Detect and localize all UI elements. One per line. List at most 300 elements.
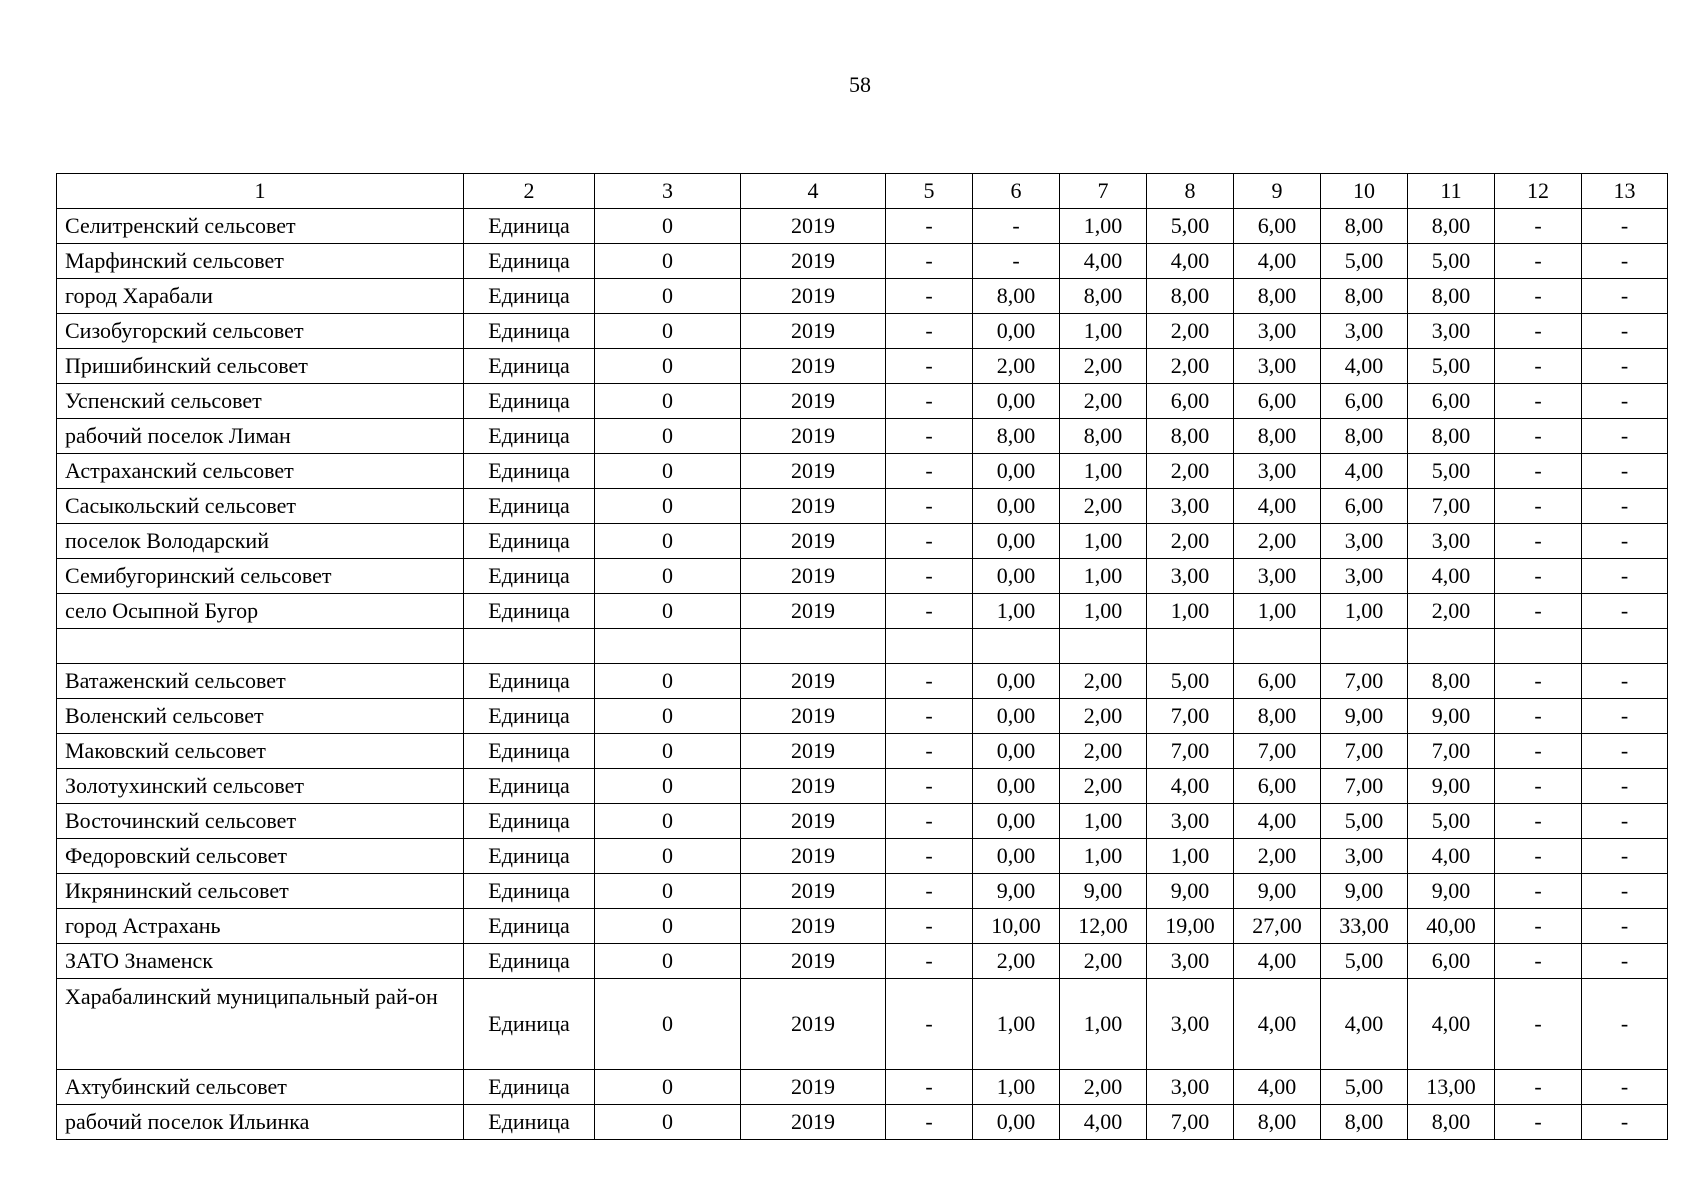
table-row [57, 909, 1668, 944]
value-cell: 4,00 [1234, 804, 1321, 839]
table-row [57, 769, 1668, 804]
value-cell: 4,00 [1234, 489, 1321, 524]
value-cell: 4,00 [1234, 944, 1321, 979]
value-cell: 3,00 [1234, 454, 1321, 489]
value-cell: 5,00 [1147, 664, 1234, 699]
value-cell: 4,00 [1147, 769, 1234, 804]
value-cell: 7,00 [1147, 734, 1234, 769]
value-cell: 8,00 [1234, 699, 1321, 734]
value-cell: 4,00 [1060, 244, 1147, 279]
value-cell: 1,00 [1060, 559, 1147, 594]
value-cell: 2,00 [973, 944, 1060, 979]
table-row [57, 349, 1668, 384]
column-number-cell: 2 [464, 174, 595, 209]
year-cell: 2019 [741, 1070, 886, 1105]
value-cell: - [886, 979, 973, 1070]
base-cell: 0 [595, 1105, 741, 1140]
value-cell: 9,00 [1321, 874, 1408, 909]
value-cell: - [886, 314, 973, 349]
value-cell: - [1582, 664, 1668, 699]
municipality-name-cell: поселок Володарский [57, 524, 464, 559]
value-cell: 1,00 [973, 1070, 1060, 1105]
value-cell: 8,00 [973, 419, 1060, 454]
value-cell: - [886, 1105, 973, 1140]
value-cell: 4,00 [1321, 454, 1408, 489]
column-number-cell: 13 [1582, 174, 1668, 209]
year-cell: 2019 [741, 664, 886, 699]
value-cell: - [1582, 349, 1668, 384]
column-number-cell: 1 [57, 174, 464, 209]
unit-cell: Единица [464, 559, 595, 594]
value-cell [973, 629, 1060, 664]
value-cell: 8,00 [1060, 419, 1147, 454]
value-cell: 5,00 [1321, 1070, 1408, 1105]
value-cell [1408, 629, 1495, 664]
value-cell: 1,00 [1060, 804, 1147, 839]
unit-cell: Единица [464, 594, 595, 629]
value-cell: 4,00 [1234, 1070, 1321, 1105]
value-cell: 2,00 [1060, 349, 1147, 384]
value-cell: 8,00 [1321, 209, 1408, 244]
value-cell: 1,00 [973, 594, 1060, 629]
municipality-name-cell: Селитренский сельсовет [57, 209, 464, 244]
value-cell: 2,00 [1060, 944, 1147, 979]
value-cell: 0,00 [973, 524, 1060, 559]
base-cell: 0 [595, 839, 741, 874]
value-cell: 7,00 [1321, 664, 1408, 699]
year-cell: 2019 [741, 384, 886, 419]
base-cell: 0 [595, 209, 741, 244]
value-cell: 4,00 [1408, 559, 1495, 594]
column-number-cell: 3 [595, 174, 741, 209]
value-cell: - [1582, 279, 1668, 314]
value-cell: 8,00 [1147, 279, 1234, 314]
unit-cell: Единица [464, 979, 595, 1070]
value-cell: - [886, 944, 973, 979]
municipality-name-cell: Сасыкольский сельсовет [57, 489, 464, 524]
value-cell: 5,00 [1408, 804, 1495, 839]
value-cell: 9,00 [1408, 874, 1495, 909]
base-cell: 0 [595, 384, 741, 419]
base-cell: 0 [595, 909, 741, 944]
table-row [57, 1070, 1668, 1105]
value-cell: 0,00 [973, 454, 1060, 489]
value-cell: - [1582, 524, 1668, 559]
value-cell: - [1582, 489, 1668, 524]
year-cell: 2019 [741, 314, 886, 349]
value-cell: 4,00 [1408, 979, 1495, 1070]
value-cell: 1,00 [1060, 839, 1147, 874]
value-cell: - [1495, 839, 1582, 874]
unit-cell: Единица [464, 1070, 595, 1105]
unit-cell: Единица [464, 244, 595, 279]
value-cell: 13,00 [1408, 1070, 1495, 1105]
table-row [57, 279, 1668, 314]
unit-cell: Единица [464, 699, 595, 734]
value-cell: - [886, 524, 973, 559]
page-number: 58 [849, 72, 871, 97]
value-cell: 4,00 [1321, 979, 1408, 1070]
municipality-name-cell: Пришибинский сельсовет [57, 349, 464, 384]
unit-cell: Единица [464, 384, 595, 419]
value-cell: 9,00 [1408, 769, 1495, 804]
value-cell: - [1495, 489, 1582, 524]
value-cell: - [1495, 244, 1582, 279]
value-cell: 0,00 [973, 559, 1060, 594]
value-cell: 0,00 [973, 839, 1060, 874]
value-cell: 3,00 [1147, 1070, 1234, 1105]
value-cell: - [1495, 909, 1582, 944]
column-number-cell: 9 [1234, 174, 1321, 209]
value-cell: - [886, 489, 973, 524]
base-cell: 0 [595, 874, 741, 909]
value-cell: 12,00 [1060, 909, 1147, 944]
value-cell: 1,00 [1060, 209, 1147, 244]
value-cell: - [1582, 699, 1668, 734]
unit-cell: Единица [464, 349, 595, 384]
value-cell: - [1495, 419, 1582, 454]
value-cell: - [1495, 769, 1582, 804]
value-cell: 2,00 [1147, 454, 1234, 489]
base-cell: 0 [595, 664, 741, 699]
year-cell: 2019 [741, 209, 886, 244]
municipality-name-cell: Восточинский сельсовет [57, 804, 464, 839]
base-cell: 0 [595, 1070, 741, 1105]
value-cell: 9,00 [1147, 874, 1234, 909]
value-cell: 5,00 [1408, 244, 1495, 279]
value-cell: 3,00 [1321, 559, 1408, 594]
value-cell: 0,00 [973, 804, 1060, 839]
value-cell: - [886, 699, 973, 734]
year-cell: 2019 [741, 559, 886, 594]
value-cell: 5,00 [1321, 944, 1408, 979]
municipality-name-cell: село Осыпной Бугор [57, 594, 464, 629]
value-cell: 8,00 [1321, 279, 1408, 314]
value-cell: 2,00 [1147, 349, 1234, 384]
value-cell: 9,00 [1060, 874, 1147, 909]
value-cell: - [1582, 769, 1668, 804]
year-cell: 2019 [741, 804, 886, 839]
year-cell [741, 629, 886, 664]
indicator-table [56, 173, 1668, 1140]
value-cell: 3,00 [1234, 349, 1321, 384]
value-cell: 1,00 [1060, 454, 1147, 489]
base-cell: 0 [595, 244, 741, 279]
table-row [57, 524, 1668, 559]
value-cell: 6,00 [1234, 664, 1321, 699]
unit-cell: Единица [464, 664, 595, 699]
base-cell: 0 [595, 349, 741, 384]
value-cell: - [1582, 419, 1668, 454]
value-cell: 2,00 [1060, 769, 1147, 804]
value-cell: - [886, 454, 973, 489]
value-cell: 6,00 [1321, 384, 1408, 419]
value-cell: 1,00 [1321, 594, 1408, 629]
value-cell: - [886, 664, 973, 699]
value-cell: - [886, 1070, 973, 1105]
unit-cell: Единица [464, 279, 595, 314]
value-cell: 8,00 [1234, 279, 1321, 314]
value-cell: - [1495, 874, 1582, 909]
value-cell: 6,00 [1147, 384, 1234, 419]
municipality-name-cell: Федоровский сельсовет [57, 839, 464, 874]
value-cell: - [886, 769, 973, 804]
value-cell: 2,00 [1234, 839, 1321, 874]
base-cell: 0 [595, 279, 741, 314]
column-number-cell: 8 [1147, 174, 1234, 209]
value-cell: 1,00 [1060, 979, 1147, 1070]
year-cell: 2019 [741, 419, 886, 454]
value-cell: 6,00 [1321, 489, 1408, 524]
municipality-name-cell: Маковский сельсовет [57, 734, 464, 769]
base-cell: 0 [595, 699, 741, 734]
value-cell [1147, 629, 1234, 664]
municipality-name-cell [57, 629, 464, 664]
value-cell: - [1495, 314, 1582, 349]
value-cell: - [886, 874, 973, 909]
value-cell: - [1495, 1105, 1582, 1140]
year-cell: 2019 [741, 524, 886, 559]
value-cell: - [1495, 559, 1582, 594]
value-cell: 7,00 [1321, 734, 1408, 769]
base-cell: 0 [595, 524, 741, 559]
year-cell: 2019 [741, 734, 886, 769]
unit-cell: Единица [464, 1105, 595, 1140]
unit-cell: Единица [464, 769, 595, 804]
value-cell: - [1495, 1070, 1582, 1105]
value-cell: 7,00 [1408, 489, 1495, 524]
base-cell: 0 [595, 944, 741, 979]
value-cell: - [886, 594, 973, 629]
value-cell: 0,00 [973, 769, 1060, 804]
value-cell: - [1495, 349, 1582, 384]
value-cell: 6,00 [1234, 384, 1321, 419]
value-cell: - [1582, 209, 1668, 244]
value-cell: 5,00 [1408, 349, 1495, 384]
value-cell [1060, 629, 1147, 664]
value-cell: 8,00 [1408, 209, 1495, 244]
table-row [57, 209, 1668, 244]
municipality-name-cell: город Харабали [57, 279, 464, 314]
value-cell: 7,00 [1321, 769, 1408, 804]
value-cell: 2,00 [1234, 524, 1321, 559]
table-row [57, 314, 1668, 349]
value-cell: 1,00 [1060, 314, 1147, 349]
value-cell: 3,00 [1321, 839, 1408, 874]
value-cell [886, 629, 973, 664]
municipality-name-cell: Семибугоринский сельсовет [57, 559, 464, 594]
value-cell: - [973, 244, 1060, 279]
base-cell: 0 [595, 979, 741, 1070]
year-cell: 2019 [741, 489, 886, 524]
column-number-cell: 7 [1060, 174, 1147, 209]
value-cell: 8,00 [1321, 419, 1408, 454]
value-cell: 1,00 [1147, 594, 1234, 629]
unit-cell: Единица [464, 944, 595, 979]
table-row [57, 489, 1668, 524]
year-cell: 2019 [741, 769, 886, 804]
value-cell: 3,00 [1321, 314, 1408, 349]
value-cell: 0,00 [973, 314, 1060, 349]
table-row [57, 734, 1668, 769]
municipality-name-cell: Астраханский сельсовет [57, 454, 464, 489]
year-cell: 2019 [741, 279, 886, 314]
base-cell: 0 [595, 594, 741, 629]
value-cell: 33,00 [1321, 909, 1408, 944]
value-cell: 0,00 [973, 384, 1060, 419]
value-cell: - [973, 209, 1060, 244]
value-cell: - [1495, 279, 1582, 314]
value-cell: - [1495, 209, 1582, 244]
value-cell: 9,00 [973, 874, 1060, 909]
table-row-empty [57, 629, 1668, 664]
value-cell: 8,00 [1060, 279, 1147, 314]
municipality-name-cell: Ахтубинский сельсовет [57, 1070, 464, 1105]
unit-cell: Единица [464, 524, 595, 559]
value-cell: 5,00 [1321, 804, 1408, 839]
value-cell: - [886, 839, 973, 874]
municipality-name-cell: Сизобугорский сельсовет [57, 314, 464, 349]
value-cell: 3,00 [1321, 524, 1408, 559]
municipality-name-cell: Ватаженский сельсовет [57, 664, 464, 699]
value-cell: - [1582, 244, 1668, 279]
value-cell: - [886, 734, 973, 769]
municipality-name-cell: Икрянинский сельсовет [57, 874, 464, 909]
base-cell: 0 [595, 734, 741, 769]
value-cell: 8,00 [973, 279, 1060, 314]
value-cell: - [886, 279, 973, 314]
year-cell: 2019 [741, 909, 886, 944]
value-cell: 7,00 [1147, 699, 1234, 734]
municipality-name-cell: Харабалинский муниципальный рай-он [57, 979, 464, 1070]
year-cell: 2019 [741, 839, 886, 874]
value-cell: 3,00 [1408, 314, 1495, 349]
value-cell: 4,00 [1408, 839, 1495, 874]
unit-cell: Единица [464, 804, 595, 839]
year-cell: 2019 [741, 349, 886, 384]
table-row [57, 944, 1668, 979]
value-cell: 2,00 [973, 349, 1060, 384]
column-number-cell: 11 [1408, 174, 1495, 209]
column-number-cell: 10 [1321, 174, 1408, 209]
value-cell: 8,00 [1234, 1105, 1321, 1140]
value-cell: - [1495, 944, 1582, 979]
unit-cell: Единица [464, 419, 595, 454]
value-cell: - [1495, 594, 1582, 629]
value-cell: 0,00 [973, 699, 1060, 734]
year-cell: 2019 [741, 1105, 886, 1140]
table-row [57, 419, 1668, 454]
value-cell: 8,00 [1408, 1105, 1495, 1140]
value-cell: 7,00 [1408, 734, 1495, 769]
column-number-cell: 4 [741, 174, 886, 209]
municipality-name-cell: Марфинский сельсовет [57, 244, 464, 279]
value-cell: 2,00 [1060, 734, 1147, 769]
value-cell: - [886, 909, 973, 944]
value-cell: - [886, 419, 973, 454]
value-cell: 9,00 [1408, 699, 1495, 734]
table-row [57, 839, 1668, 874]
value-cell: - [1495, 699, 1582, 734]
table-row [57, 804, 1668, 839]
municipality-name-cell: ЗАТО Знаменск [57, 944, 464, 979]
unit-cell: Единица [464, 909, 595, 944]
value-cell: 8,00 [1408, 419, 1495, 454]
table-row [57, 664, 1668, 699]
unit-cell: Единица [464, 734, 595, 769]
value-cell: - [1582, 979, 1668, 1070]
value-cell: 9,00 [1321, 699, 1408, 734]
base-cell: 0 [595, 804, 741, 839]
base-cell [595, 629, 741, 664]
value-cell: 9,00 [1234, 874, 1321, 909]
municipality-name-cell: Золотухинский сельсовет [57, 769, 464, 804]
table-row [57, 874, 1668, 909]
unit-cell: Единица [464, 874, 595, 909]
value-cell: - [1582, 804, 1668, 839]
value-cell: - [1582, 839, 1668, 874]
value-cell: - [886, 559, 973, 594]
value-cell: - [1495, 664, 1582, 699]
year-cell: 2019 [741, 594, 886, 629]
value-cell: 5,00 [1147, 209, 1234, 244]
value-cell: 1,00 [1234, 594, 1321, 629]
value-cell: 6,00 [1234, 209, 1321, 244]
year-cell: 2019 [741, 699, 886, 734]
table-row [57, 699, 1668, 734]
value-cell: 3,00 [1234, 314, 1321, 349]
value-cell: 8,00 [1234, 419, 1321, 454]
value-cell: - [1495, 804, 1582, 839]
value-cell: 4,00 [1321, 349, 1408, 384]
year-cell: 2019 [741, 979, 886, 1070]
value-cell: 0,00 [973, 734, 1060, 769]
value-cell: - [1495, 384, 1582, 419]
value-cell [1234, 629, 1321, 664]
value-cell: - [1582, 384, 1668, 419]
value-cell [1582, 629, 1668, 664]
value-cell: 8,00 [1408, 664, 1495, 699]
municipality-name-cell: рабочий поселок Ильинка [57, 1105, 464, 1140]
value-cell: 1,00 [1147, 839, 1234, 874]
value-cell: 5,00 [1321, 244, 1408, 279]
value-cell: 1,00 [973, 979, 1060, 1070]
value-cell: 3,00 [1147, 559, 1234, 594]
value-cell: - [1495, 734, 1582, 769]
value-cell: 6,00 [1234, 769, 1321, 804]
year-cell: 2019 [741, 244, 886, 279]
value-cell: 1,00 [1060, 594, 1147, 629]
value-cell: 4,00 [1147, 244, 1234, 279]
municipality-name-cell: Успенский сельсовет [57, 384, 464, 419]
value-cell: 4,00 [1060, 1105, 1147, 1140]
year-cell: 2019 [741, 874, 886, 909]
value-cell: 2,00 [1147, 314, 1234, 349]
value-cell: - [886, 209, 973, 244]
unit-cell: Единица [464, 839, 595, 874]
value-cell: - [886, 384, 973, 419]
value-cell: - [1582, 594, 1668, 629]
table-row [57, 244, 1668, 279]
value-cell: - [1582, 944, 1668, 979]
value-cell: - [1582, 314, 1668, 349]
base-cell: 0 [595, 314, 741, 349]
value-cell: 3,00 [1147, 804, 1234, 839]
value-cell: 3,00 [1234, 559, 1321, 594]
value-cell: 2,00 [1408, 594, 1495, 629]
year-cell: 2019 [741, 454, 886, 489]
value-cell: 0,00 [973, 664, 1060, 699]
